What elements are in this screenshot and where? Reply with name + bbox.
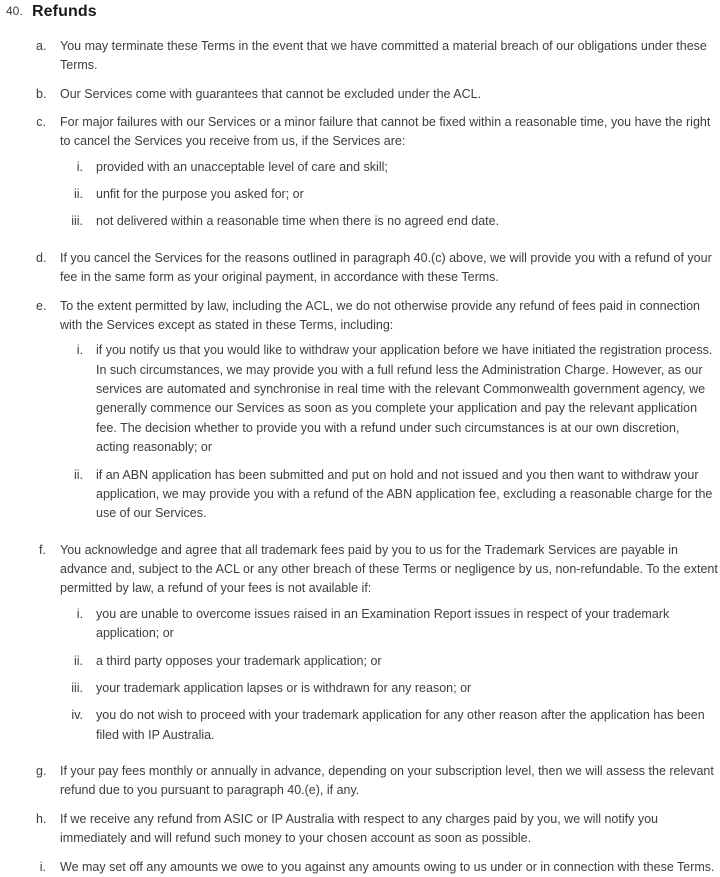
sub-clause-list	[60, 158, 718, 232]
sub-clause-marker: i.	[76, 159, 83, 174]
sub-clause-marker: i.	[76, 606, 83, 621]
clause-body	[60, 113, 720, 240]
clause-text: To the extent permitted by law, including the ACL, we do not otherwise provide any refund of fees paid in connection with the Services except as stated in these Terms, including:	[60, 298, 700, 332]
clause-marker: b.	[36, 86, 47, 101]
clause-marker: d.	[36, 250, 47, 265]
clause-text: You may terminate these Terms in the event that we have committed a material breach of our obligations under these Terms.	[60, 38, 707, 73]
clause-list-wrapper	[0, 37, 720, 877]
clause-marker: h.	[36, 811, 47, 826]
clause-text: If your pay fees monthly or annually in advance, depending on your subscription level, then we will assess the relevant refund due to you pursuant to paragraph 40.(e), if any.	[60, 764, 714, 798]
clause-text: You acknowledge and agree that all trademark fees paid by you to us for the Trademark Services are payable in advance and, subject to the ACL or any other breach of these Terms or negligence by us, non-refundable. To the extent permitted by law, a refund of your fees is not available if:	[60, 542, 718, 596]
clause-body	[60, 37, 720, 76]
clause-item	[36, 113, 720, 240]
sub-clause-marker: iii.	[71, 214, 83, 229]
sub-clause-item	[60, 341, 718, 457]
clause-marker: g.	[36, 764, 47, 779]
sub-clause-text: a third party opposes your trademark application; or	[96, 653, 382, 668]
section-title: Refunds	[32, 3, 97, 20]
clause-body	[60, 297, 720, 532]
clause-marker: i.	[39, 859, 46, 874]
clause-marker: e.	[36, 298, 47, 313]
clause-item	[36, 85, 720, 104]
sub-clause-text: if an ABN application has been submitted and put on hold and not issued and you then want to withdraw your application, we may provide you with a refund of the ABN application fee, excluding a reasonable charge for the use of our Services.	[96, 467, 713, 521]
clause-item	[36, 541, 720, 753]
clause-text: We may set off any amounts we owe to you against any amounts owing to us under or in connection with these Terms.	[60, 859, 715, 874]
clause-item	[36, 810, 720, 849]
clause-marker: f.	[39, 542, 46, 557]
clause-body	[60, 810, 720, 849]
section-heading	[0, 0, 720, 25]
sub-clause-text: not delivered within a reasonable time when there is no agreed end date.	[96, 214, 500, 229]
sub-clause-item	[60, 466, 718, 524]
sub-clause-marker: ii.	[73, 653, 83, 668]
sub-clause-item	[60, 158, 718, 177]
clause-text: Our Services come with guarantees that cannot be excluded under the ACL.	[60, 86, 482, 101]
section-number: 40.	[6, 4, 23, 18]
clause-body	[60, 249, 720, 288]
sub-clause-item	[60, 706, 718, 745]
clause-list	[36, 37, 720, 877]
sub-clause-item	[60, 652, 718, 671]
sub-clause-list	[60, 605, 718, 745]
sub-clause-marker: iii.	[71, 680, 83, 695]
sub-clause-text: unfit for the purpose you asked for; or	[96, 187, 304, 202]
sub-clause-text: your trademark application lapses or is withdrawn for any reason; or	[96, 680, 472, 695]
sub-clause-text: you are unable to overcome issues raised in an Examination Report issues in respect of your trademark application; or	[96, 606, 670, 641]
sub-clause-marker: ii.	[73, 467, 83, 482]
sub-clause-item	[60, 185, 718, 204]
sub-clause-marker: ii.	[73, 187, 83, 202]
clause-body	[60, 762, 720, 801]
clause-item	[36, 37, 720, 76]
sub-clause-marker: i.	[76, 343, 83, 358]
clause-text: For major failures with our Services or a minor failure that cannot be fixed within a reasonable time, you have the right to cancel the Services you receive from us, if the Services are:	[60, 114, 711, 149]
sub-clause-marker: iv.	[71, 708, 83, 723]
clause-body	[60, 541, 720, 753]
sub-clause-text: if you notify us that you would like to withdraw your application before we have initiated the registration process. In such circumstances, we may provide you with a full refund less the Administration Charge. However, as our services are automated and synchronise in real time with the relevant Commonwealth government agency, we generally commence our Services as soon as you complete your application and pay the relevant application fee. The decision whether to provide you with a refund under such circumstances is at our own discretion, acting reasonably; or	[96, 343, 713, 455]
clause-marker: a.	[36, 38, 47, 53]
sub-clause-item	[60, 212, 718, 231]
sub-clause-list	[60, 341, 718, 523]
clause-item	[36, 249, 720, 288]
clause-body	[60, 85, 720, 104]
clause-item	[36, 858, 720, 877]
clause-marker: c.	[36, 114, 46, 129]
clause-text: If we receive any refund from ASIC or IP Australia with respect to any charges paid by you, we will notify you immediately and will refund such money to your chosen account as soon as possible.	[60, 811, 658, 846]
clause-item	[36, 297, 720, 532]
clause-body	[60, 858, 720, 877]
sub-clause-text: you do not wish to proceed with your trademark application for any other reason after the application has been filed with IP Australia.	[96, 708, 705, 742]
clause-item	[36, 762, 720, 801]
sub-clause-item	[60, 605, 718, 644]
sub-clause-item	[60, 679, 718, 698]
sub-clause-text: provided with an unacceptable level of care and skill;	[96, 159, 388, 174]
clause-text: If you cancel the Services for the reasons outlined in paragraph 40.(c) above, we will provide you with a refund of your fee in the same form as your original payment, in accordance with these Terms.	[60, 250, 712, 285]
